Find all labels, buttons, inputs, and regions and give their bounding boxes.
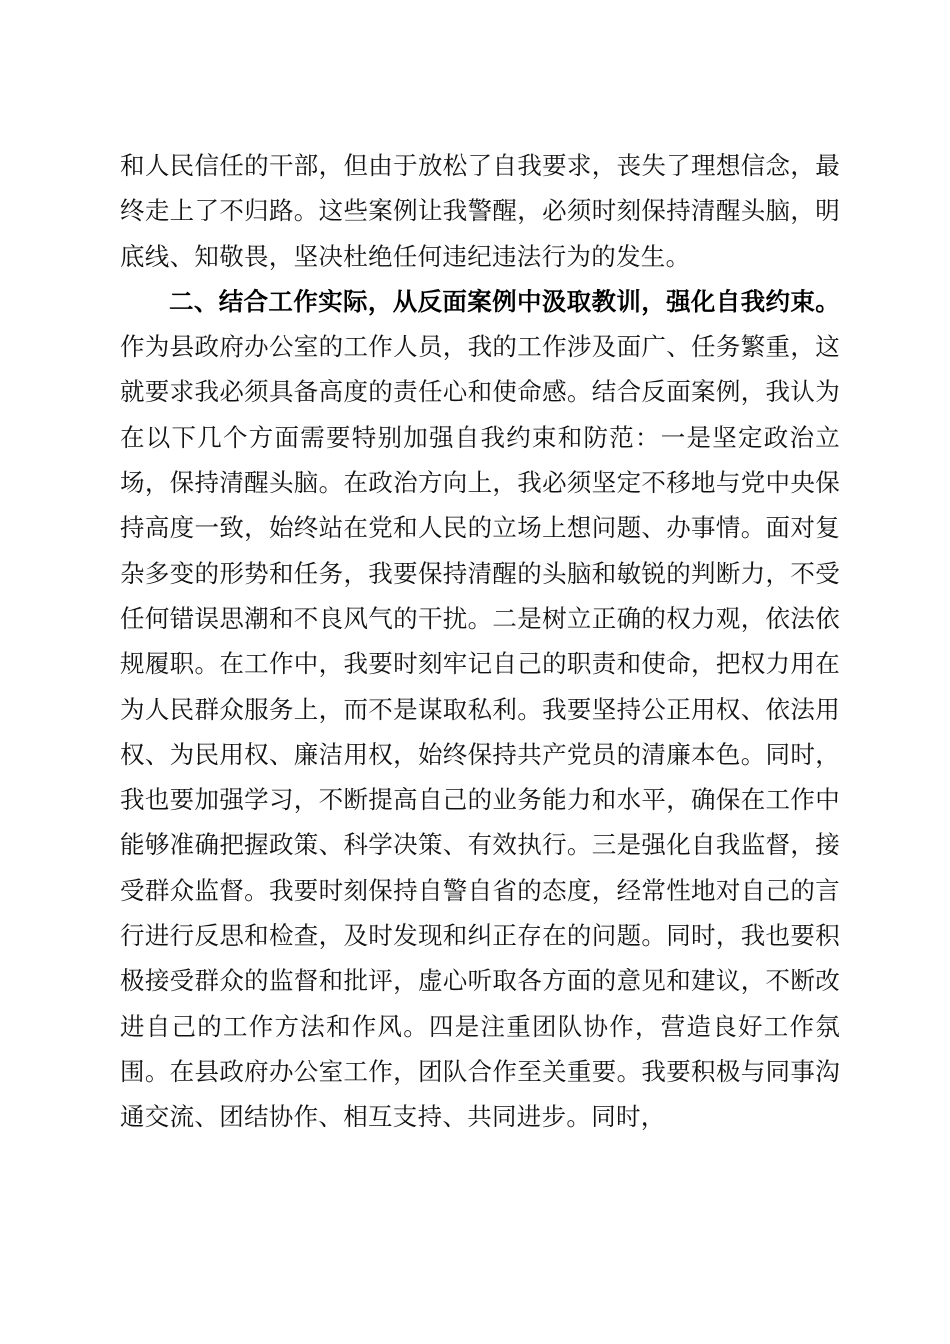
paragraph-continuation: 和人民信任的干部，但由于放松了自我要求，丧失了理想信念，最终走上了不归路。这些案例让我警醒，必须时刻保持清醒头脑，明底线、知敬畏，坚决杜绝任何违纪违法行为的发生。 (120, 151, 840, 271)
section-heading: 二、结合工作实际，从反面案例中汲取教训，强化自我约束。 (169, 286, 840, 316)
paragraph-section-two (120, 279, 840, 1140)
section-body-text: 作为县政府办公室的工作人员，我的工作涉及面广、任务繁重，这就要求我必须具备高度的责任心和使命感。结合反面案例，我认为在以下几个方面需要特别加强自我约束和防范：一是坚定政治立场，保持清醒头脑。在政治方向上，我必须坚定不移地与党中央保持高度一致，始终站在党和人民的立场上想问题、办事情。面对复杂多变的形势和任务，我要保持清醒的头脑和敏锐的判断力，不受任何错误思潮和不良风气的干扰。二是树立正确的权力观，依法依规履职。在工作中，我要时刻牢记自己的职责和使命，把权力用在为人民群众服务上，而不是谋取私利。我要坚持公正用权、依法用权、为民用权、廉洁用权，始终保持共产党员的清廉本色。同时，我也要加强学习，不断提高自己的业务能力和水平，确保在工作中能够准确把握政策、科学决策、有效执行。三是强化自我监督，接受群众监督。我要时刻保持自警自省的态度，经常性地对自己的言行进行反思和检查，及时发现和纠正存在的问题。同时，我也要积极接受群众的监督和批评，虚心听取各方面的意见和建议，不断改进自己的工作方法和作风。四是注重团队协作，营造良好工作氛围。在县政府办公室工作，团队合作至关重要。我要积极与同事沟通交流、团结协作、相互支持、共同进步。同时， (120, 332, 840, 1132)
document-body (120, 143, 840, 1140)
